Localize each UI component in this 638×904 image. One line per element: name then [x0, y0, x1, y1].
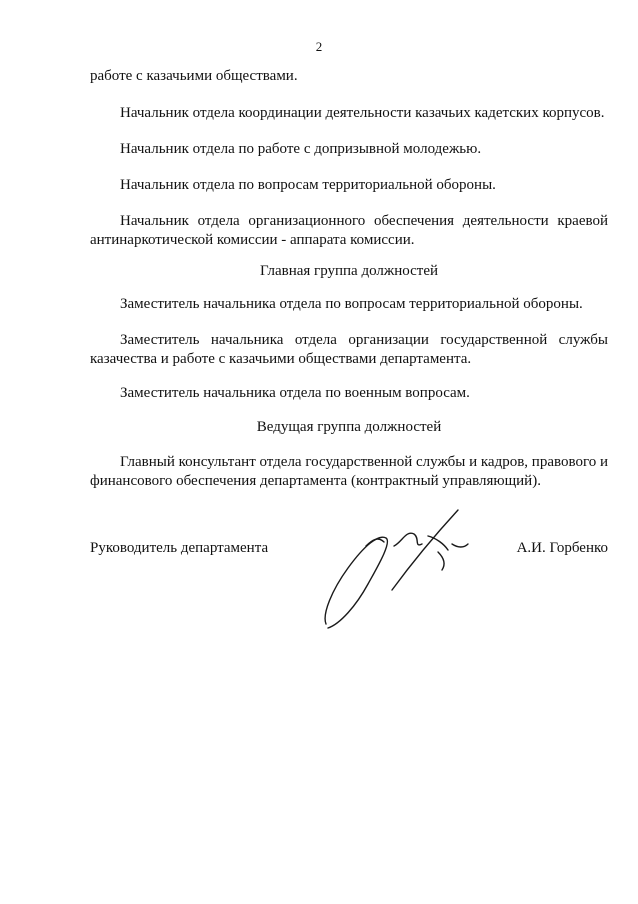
deputy-cossack-service: Заместитель начальника отдела организации государственной службы казачества и работе с казачьими обществами департамента. — [90, 332, 608, 367]
position-territorial-defense: Начальник отдела по вопросам территориальной обороны. — [120, 177, 496, 193]
group-heading-lead: Ведущая группа должностей — [256, 419, 442, 435]
chief-consultant: Главный консультант отдела государственной службы и кадров, правового и финансового обеспечения департамента (контрактный управляющий). — [90, 454, 608, 489]
position-antinarcotic-commission: Начальник отдела организационного обеспечения деятельности краевой антинаркотической комиссии - аппарата комиссии. — [90, 213, 608, 248]
handwritten-signature — [318, 500, 478, 632]
signatory-title: Руководитель департамента — [90, 540, 269, 556]
deputy-territorial-defense: Заместитель начальника отдела по вопросам территориальной обороны. — [120, 296, 583, 312]
paragraph-continuation: работе с казачьими обществами. — [90, 68, 298, 84]
page-number: 2 — [315, 39, 323, 54]
position-cadet-corps: Начальник отдела координации деятельности казачьих кадетских корпусов. — [120, 105, 605, 121]
deputy-military-affairs: Заместитель начальника отдела по военным вопросам. — [120, 385, 470, 401]
signatory-name: А.И. Горбенко — [516, 540, 608, 556]
position-pre-conscription-youth: Начальник отдела по работе с допризывной молодежью. — [120, 141, 482, 157]
group-heading-main: Главная группа должностей — [259, 263, 439, 279]
